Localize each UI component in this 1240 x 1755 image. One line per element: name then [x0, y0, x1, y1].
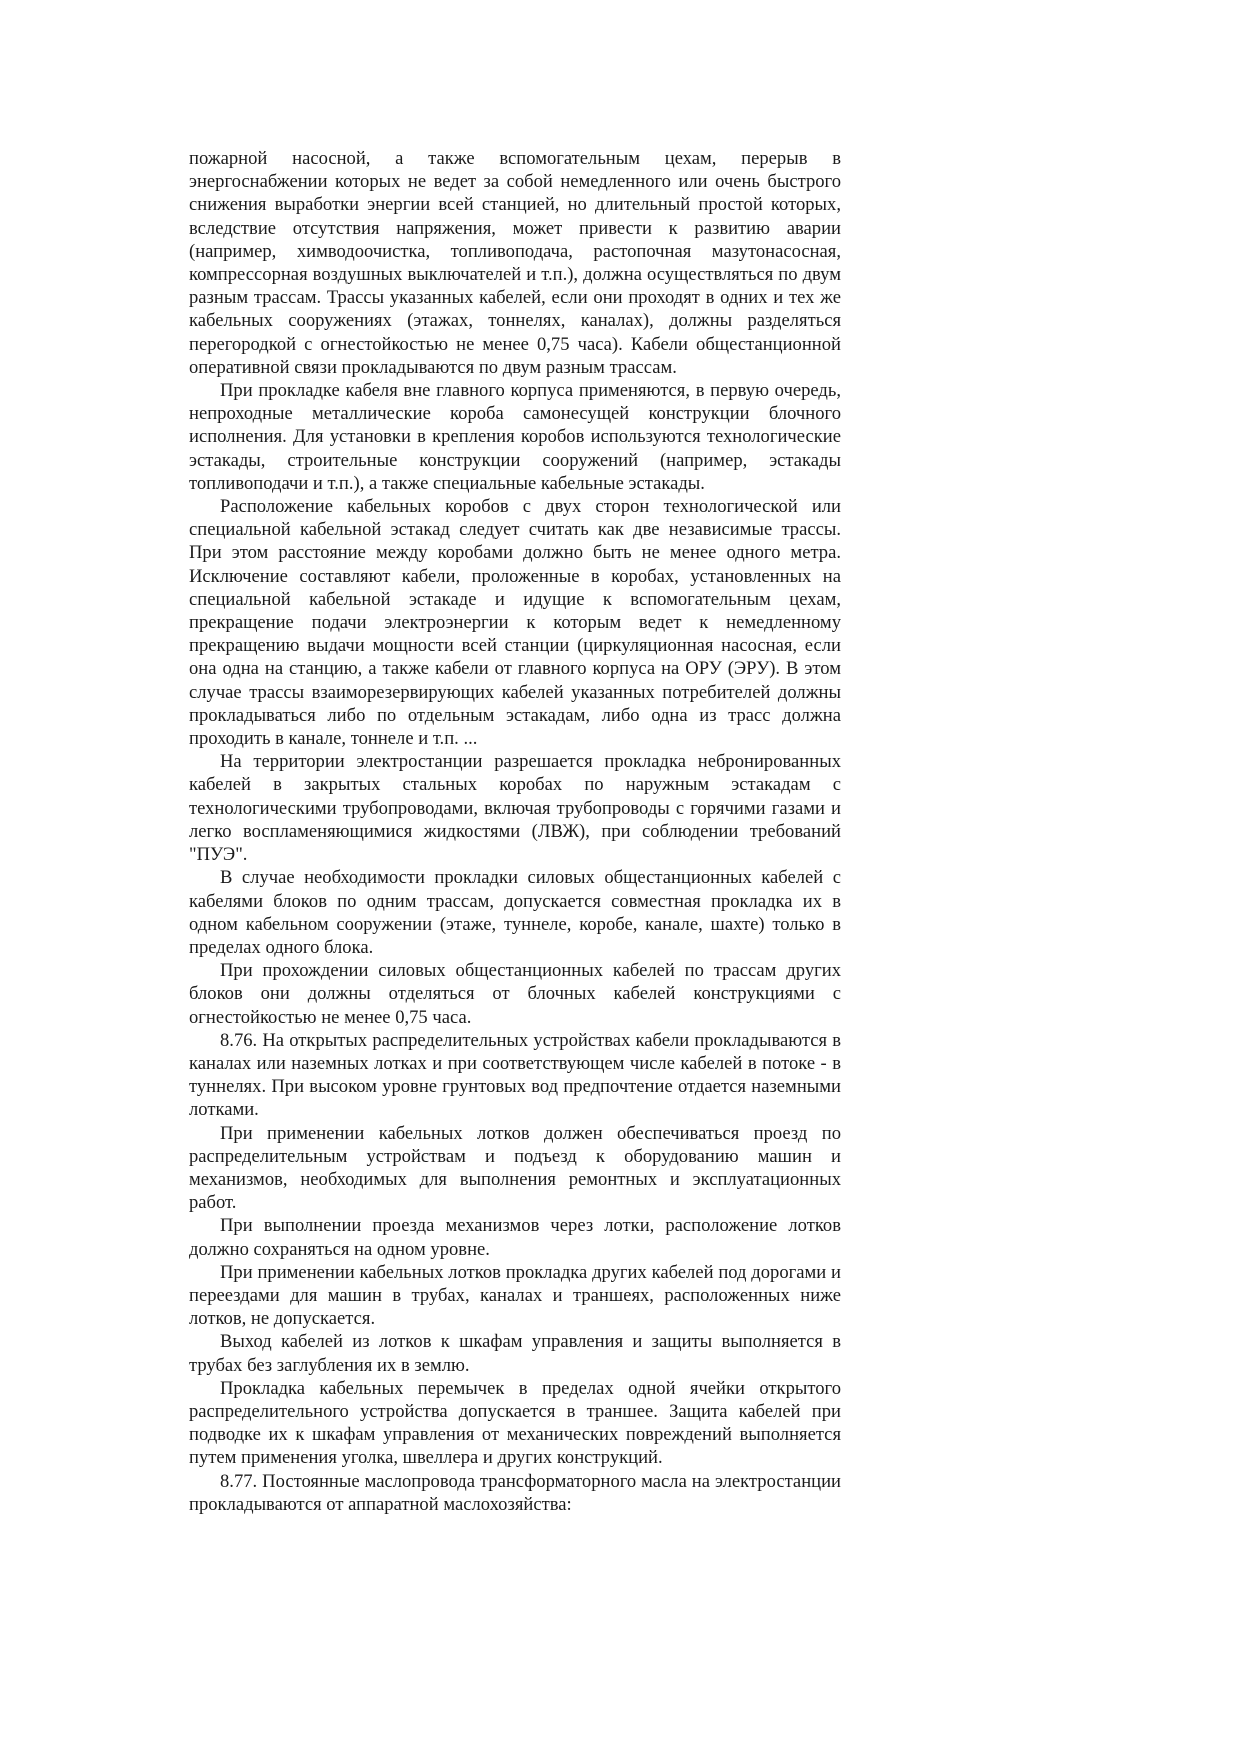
- paragraph-2: При прокладке кабеля вне главного корпуса применяются, в первую очередь, непроходные металлические короба самонесущей конструкции блочного исполнения. Для установки в крепления коробов используются технологические эстакады, строительные конструкции сооружений (например, эстакады топливоподачи и т.п.), а также специальные кабельные эстакады.: [189, 380, 841, 494]
- paragraph-1: пожарной насосной, а также вспомогательным цехам, перерыв в энергоснабжении которых не ведет за собой немедленного или очень быстрого снижения выработки энергии всей станцией, но длительный простой которых, вследствие отсутствия напряжения, может привести к развитию аварии (например, химводоочистка, топливоподача, растопочная мазутонасосная, компрессорная воздушных выключателей и т.п.), должна осуществляться по двум разным трассам. Трассы указанных кабелей, если они проходят в одних и тех же кабельных сооружениях (этажах, тоннелях, каналах), должны разделяться перегородкой с огнестойкостью не менее 0,75 часа). Кабели общестанционной оперативной связи прокладываются по двум разным трассам.: [189, 148, 841, 378]
- paragraph-9: При выполнении проезда механизмов через лотки, расположение лотков должно сохраняться на одном уровне.: [189, 1215, 841, 1260]
- paragraph-12: Прокладка кабельных перемычек в пределах одной ячейки открытого распределительного устройства допускается в траншее. Защита кабелей при подводке их к шкафам управления от механических повреждений выполняется путем применения уголка, швеллера и других конструкций.: [189, 1377, 841, 1469]
- paragraph-6: При прохождении силовых общестанционных кабелей по трассам других блоков они должны отделяться от блочных кабелей конструкциями с огнестойкостью не менее 0,75 часа.: [189, 960, 841, 1028]
- paragraph-3: Расположение кабельных коробов с двух сторон технологической или специальной кабельной эстакад следует считать как две независимые трассы. При этом расстояние между коробами должно быть не менее одного метра. Исключение составляют кабели, проложенные в коробах, установленных на специальной кабельной эстакаде и идущие к вспомогательным цехам, прекращение подачи электроэнергии к которым ведет к немедленному прекращению выдачи мощности всей станции (циркуляционная насосная, если она одна на станцию, а также кабели от главного корпуса на ОРУ (ЭРУ). В этом случае трассы взаиморезервирующих кабелей указанных потребителей должны прокладываться либо по отдельным эстакадам, либо одна из трасс должна проходить в канале, тоннеле и т.п. ...: [189, 496, 841, 750]
- paragraph-8: При применении кабельных лотков должен обеспечиваться проезд по распределительным устройствам и подъезд к оборудованию машин и механизмов, необходимых для выполнения ремонтных и эксплуатационных работ.: [189, 1122, 841, 1214]
- document-page: [189, 147, 841, 1516]
- paragraph-10: При применении кабельных лотков прокладка других кабелей под дорогами и переездами для машин в трубах, каналах и траншеях, расположенных ниже лотков, не допускается.: [189, 1261, 841, 1330]
- paragraph-4: На территории электростанции разрешается прокладка небронированных кабелей в закрытых стальных коробах по наружным эстакадам с технологическими трубопроводами, включая трубопроводы с горячими газами и легко воспламеняющимися жидкостями (ЛВЖ), при соблюдении требований "ПУЭ".: [189, 751, 841, 866]
- paragraph-11: Выход кабелей из лотков к шкафам управления и защиты выполняется в трубах без заглубления их в землю.: [189, 1331, 841, 1376]
- paragraph-5: В случае необходимости прокладки силовых общестанционных кабелей с кабелями блоков по одним трассам, допускается совместная прокладка их в одном кабельном сооружении (этаже, туннеле, коробе, канале, шахте) только в пределах одного блока.: [189, 867, 841, 958]
- paragraph-7: 8.76. На открытых распределительных устройствах кабели прокладываются в каналах или наземных лотках и при соответствующем числе кабелей в потоке - в туннелях. При высоком уровне грунтовых вод предпочтение отдается наземными лотками.: [189, 1029, 841, 1121]
- paragraph-13: 8.77. Постоянные маслопровода трансформаторного масла на электростанции прокладываются от аппаратной маслохозяйства:: [189, 1470, 841, 1515]
